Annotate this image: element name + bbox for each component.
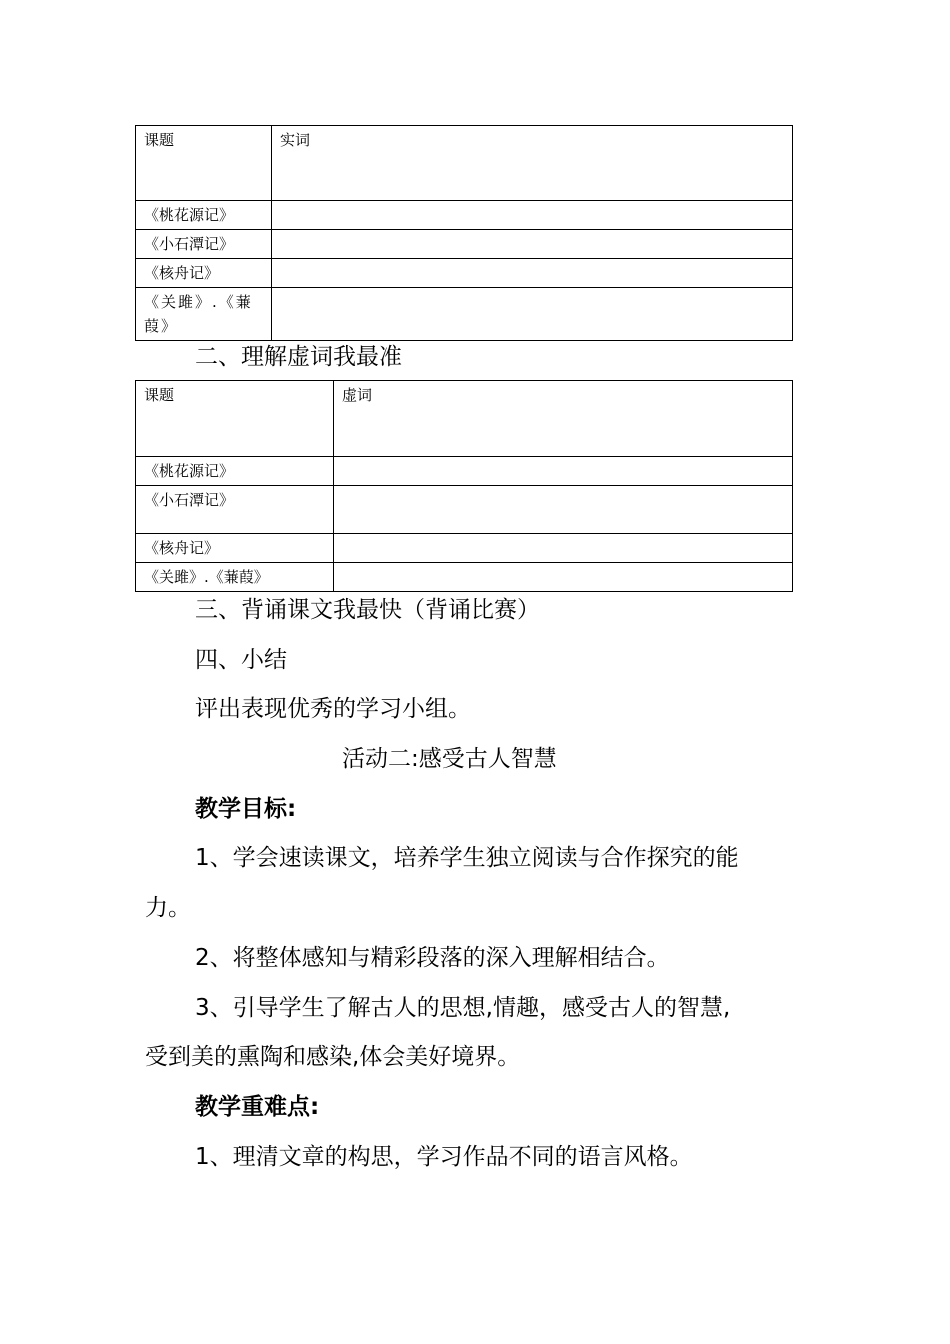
activity-title: 活动二:感受古人智慧 <box>342 746 557 772</box>
table-cell-empty <box>334 486 793 534</box>
table-row <box>136 259 793 288</box>
goals-heading: 教学目标: <box>195 796 297 822</box>
table-cell-empty <box>272 288 793 341</box>
table-row <box>136 457 793 486</box>
table-header-row <box>136 381 793 457</box>
table-row <box>136 534 793 563</box>
table-cell: 《核舟记》 <box>136 534 334 563</box>
table-cell: 《桃花源记》 <box>136 457 334 486</box>
table-cell-empty <box>272 259 793 288</box>
table-header-cell: 实词 <box>272 126 793 201</box>
table-cell: 《桃花源记》 <box>136 201 272 230</box>
table-row <box>136 201 793 230</box>
difficulty-heading: 教学重难点: <box>195 1094 320 1120</box>
table-header-cell: 虚词 <box>334 381 793 457</box>
table-row <box>136 486 793 534</box>
table-cell: 《小石潭记》 <box>136 486 334 534</box>
difficulty-item: 1、理清文章的构思，学习作品不同的语言风格。 <box>195 1144 693 1170</box>
table-header-cell: 课题 <box>136 381 334 457</box>
table-cell-empty <box>272 201 793 230</box>
section-heading: 三、背诵课文我最快（背诵比赛） <box>195 597 540 623</box>
goal-item: 3、引导学生了解古人的思想,情趣，感受古人的智慧, <box>195 995 731 1021</box>
table-header-cell: 课题 <box>136 126 272 201</box>
table-cell-empty <box>334 563 793 592</box>
table-cell-empty <box>334 457 793 486</box>
table-row <box>136 230 793 259</box>
section-heading: 二、理解虚词我最准 <box>195 344 402 370</box>
function-words-table <box>135 380 793 592</box>
goal-item-continuation: 受到美的熏陶和感染,体会美好境界。 <box>145 1044 521 1070</box>
table-cell: 《关雎》.《蒹葭》 <box>136 563 334 592</box>
table-cell: 《关雎》.《蒹葭》 <box>136 288 272 341</box>
goal-item: 2、将整体感知与精彩段落的深入理解相结合。 <box>195 945 670 971</box>
goal-item-continuation: 力。 <box>145 895 191 921</box>
table-row <box>136 563 793 592</box>
table-cell: 《核舟记》 <box>136 259 272 288</box>
summary-text: 评出表现优秀的学习小组。 <box>195 696 471 722</box>
table-cell-empty <box>334 534 793 563</box>
goal-item: 1、学会速读课文，培养学生独立阅读与合作探究的能 <box>195 845 739 871</box>
section-heading: 四、小结 <box>195 647 287 673</box>
table-cell: 《小石潭记》 <box>136 230 272 259</box>
notional-words-table <box>135 125 793 341</box>
table-cell-empty <box>272 230 793 259</box>
table-header-row <box>136 126 793 201</box>
table-row <box>136 288 793 341</box>
